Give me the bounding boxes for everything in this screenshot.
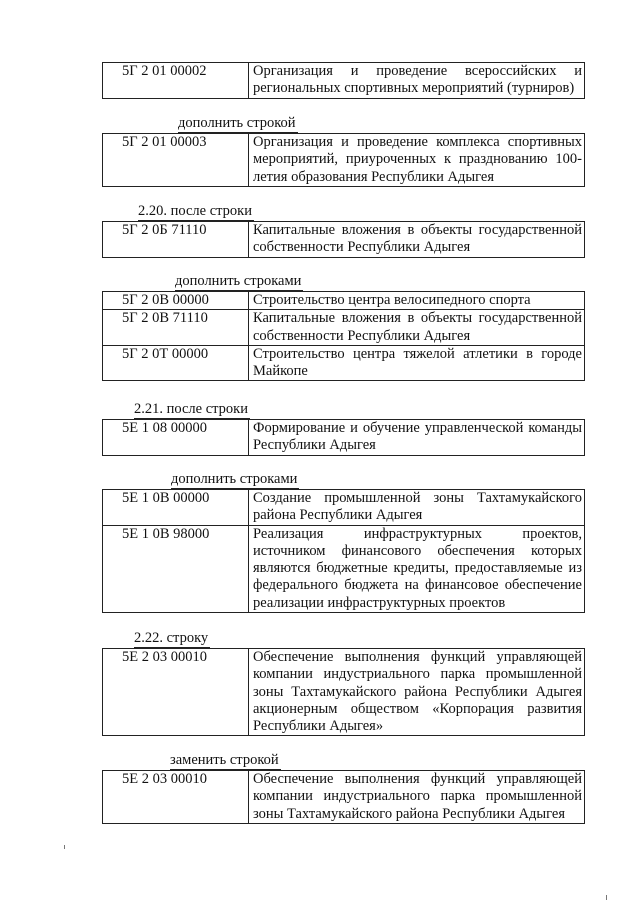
row-text: Организация и проведение всероссийских и региональных спортивных мероприятий (турниров): [249, 63, 585, 99]
row-text: Организация и проведение комплекса спортивных мероприятий, приуроченных к празднованию 100-летия образования Республики Адыгея: [249, 134, 585, 187]
row-code: 5Е 1 0В 00000: [103, 490, 249, 526]
row-text: Капитальные вложения в объекты государственной собственности Республики Адыгея: [249, 222, 585, 258]
scan-speck: [64, 845, 65, 849]
row-code: 5Е 1 08 00000: [103, 420, 249, 456]
table-section-4: [102, 419, 585, 456]
table-section-0: [102, 62, 585, 99]
row-code: 5Г 2 01 00003: [103, 134, 249, 187]
table-row: [103, 222, 585, 258]
row-text: Создание промышленной зоны Тахтамукайского района Республики Адыгея: [249, 490, 585, 526]
row-code: 5Г 2 0Т 00000: [103, 345, 249, 381]
row-text: Капитальные вложения в объекты государственной собственности Республики Адыгея: [249, 310, 585, 346]
table-row: [103, 63, 585, 99]
row-text: Обеспечение выполнения функций управляющей компании индустриального парка промышленной зоны Тахтамукайского района Республики Адыгея акционерным обществом «Корпорация развития Республики Адыгея»: [249, 649, 585, 736]
row-text: Формирование и обучение управленческой команды Республики Адыгея: [249, 420, 585, 456]
table-row: [103, 345, 585, 381]
caption-after-row-2-20: 2.20. после строки: [138, 203, 252, 219]
caption-add-rows-2: дополнить строками: [171, 471, 298, 487]
row-code: 5Е 1 0В 98000: [103, 525, 249, 612]
row-code: 5Е 2 03 00010: [103, 771, 249, 824]
table-row: [103, 292, 585, 310]
row-text: Строительство центра тяжелой атлетики в городе Майкопе: [249, 345, 585, 381]
table-section-2: [102, 221, 585, 258]
table-row: [103, 525, 585, 612]
table-section-6: [102, 648, 585, 736]
row-code: 5Г 2 0В 00000: [103, 292, 249, 310]
row-text: Реализация инфраструктурных проектов, источником финансового обеспечения которых являются бюджетные кредиты, предоставляемые из федерального бюджета на финансовое обеспечение реализации инфраструктурных проектов: [249, 525, 585, 612]
table-section-7: [102, 770, 585, 824]
row-code: 5Г 2 01 00002: [103, 63, 249, 99]
table-row: [103, 649, 585, 736]
table-row: [103, 771, 585, 824]
caption-row-2-22: 2.22. строку: [134, 630, 209, 646]
caption-add-rows: дополнить строками: [175, 273, 302, 289]
table-row: [103, 310, 585, 346]
table-section-3: [102, 291, 585, 381]
row-text: Строительство центра велосипедного спорта: [249, 292, 585, 310]
table-section-1: [102, 133, 585, 187]
table-row: [103, 490, 585, 526]
caption-add-row: дополнить строкой: [178, 115, 296, 131]
row-code: 5Г 2 0В 71110: [103, 310, 249, 346]
caption-replace-row: заменить строкой: [170, 752, 279, 768]
table-row: [103, 134, 585, 187]
row-text: Обеспечение выполнения функций управляющей компании индустриального парка промышленной зоны Тахтамукайского района Республики Адыгея: [249, 771, 585, 824]
scan-speck: [606, 895, 607, 900]
row-code: 5Г 2 0Б 71110: [103, 222, 249, 258]
caption-after-row-2-21: 2.21. после строки: [134, 401, 248, 417]
table-section-5: [102, 489, 585, 613]
table-row: [103, 420, 585, 456]
row-code: 5Е 2 03 00010: [103, 649, 249, 736]
